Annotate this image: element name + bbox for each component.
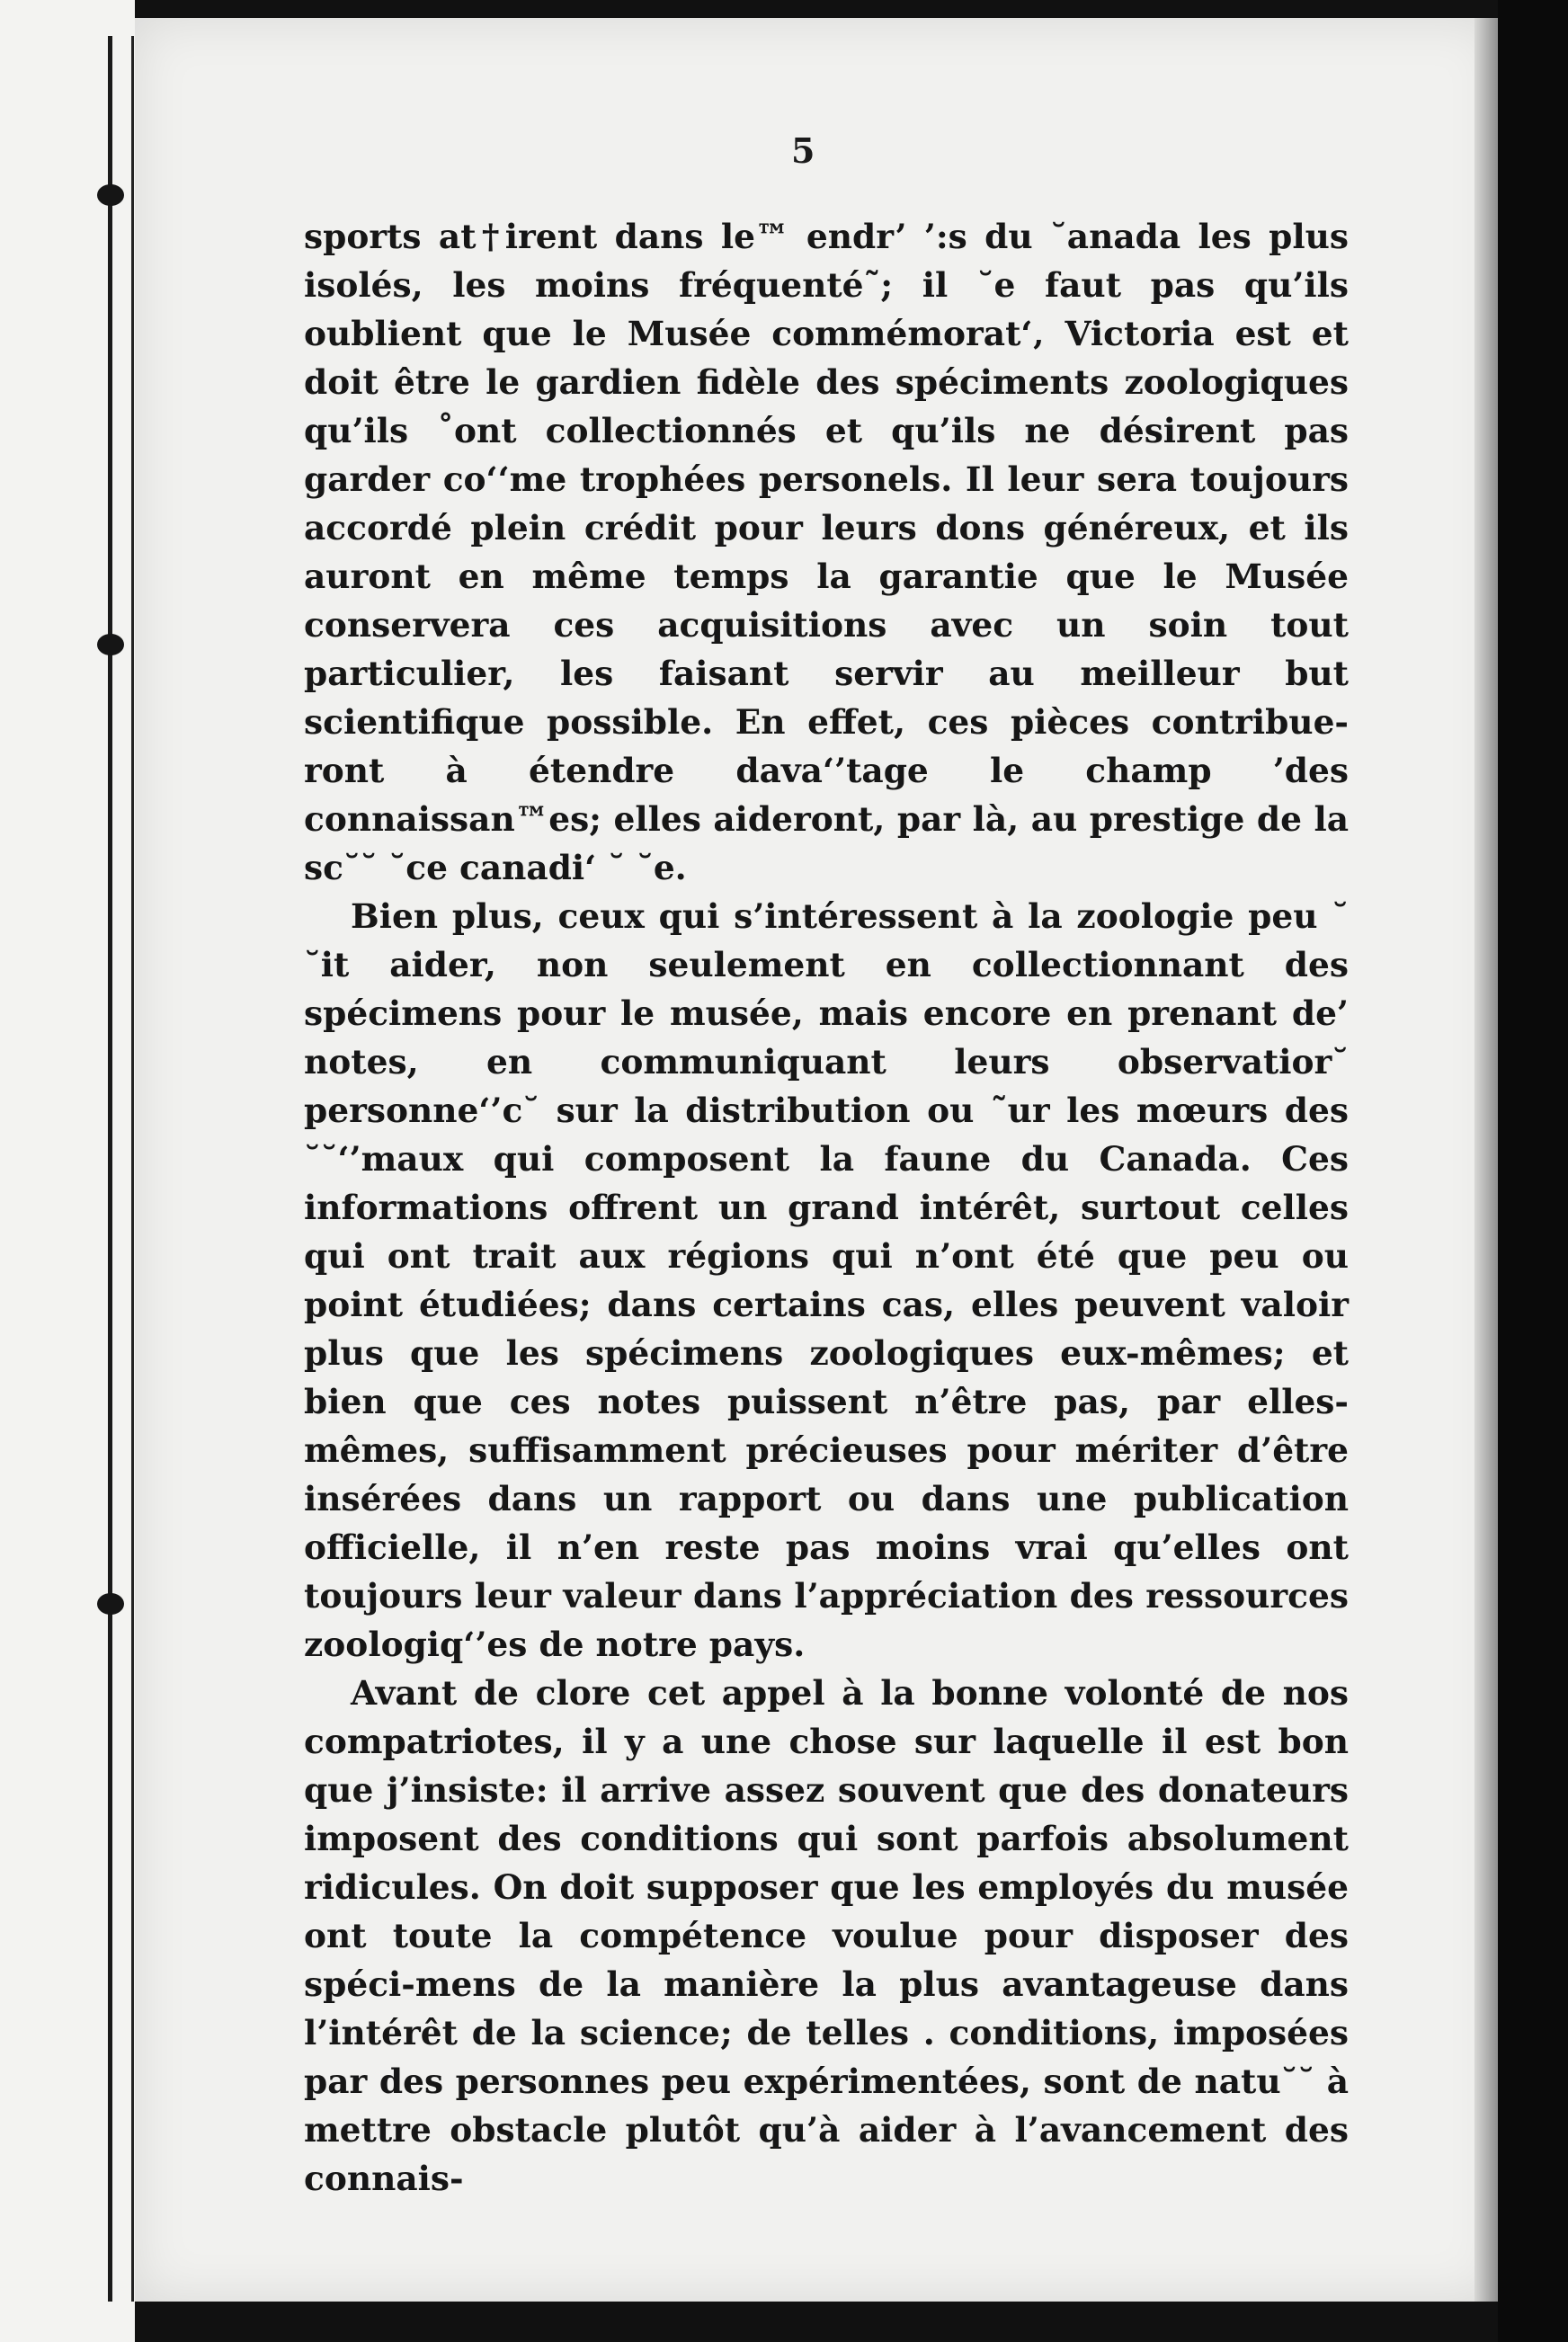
paragraph-2: Bien plus, ceux qui s’intéressent à la zoologie peu ˘ ˘it aider, non seulement en collectionnant des spécimens pour le musée, mais encore en prenant de’ notes, en communiquant leurs observatior˘ personne‘’c˘ sur la distribution ou ˜ur les mœurs des ˘˘‘’maux qui composent la faune du Canada. Ces informations offrent un grand intérêt, surtout celles qui ont trait aux régions qui n’ont été que peu ou point étudiées; dans certains cas, elles peuvent valoir plus que les spécimens zoologiques eux-mêmes; et bien que ces notes puissent n’être pas, par elles-mêmes, suffisamment précieuses pour mériter d’être insérées dans un rapport ou dans une publication officielle, il n’en reste pas moins vrai qu’elles ont toujours leur valeur dans l’appréciation des ressources zoologiq‘’es de notre pays. xyxy=(304,896,1349,1664)
page-number: 5 xyxy=(791,130,815,171)
body-text xyxy=(304,212,1349,2203)
staple-mark xyxy=(97,634,124,655)
paragraph-1: sports at†irent dans le™ endr’ ’:s du ˘anada les plus isolés, les moins fréquenté˜; il ˘e faut pas qu’ils oublient que le Musée commémorat‘‚ Victoria est et doit être le gardien fidèle des spéciments zoologiques qu’ils ˚ont collectionnés et qu’ils ne désirent pas garder co‘‘me trophées personels. Il leur sera toujours accordé plein crédit pour leurs dons généreux, et ils auront en même temps la garantie que le Musée conservera ces acquisitions avec un soin tout particulier, les faisant servir au meilleur but scientifique possible. En effet, ces pièces contribue-ront à étendre dava‘’tage le champ ’des connaissan™es; elles aideront, par là, au prestige de la sc˘˘ ˘ce canadi‘ ˘ ˘e. xyxy=(304,217,1349,887)
staple-mark xyxy=(97,184,124,206)
binding-line xyxy=(108,36,112,2302)
paragraph-3: Avant de clore cet appel à la bonne volonté de nos compatriotes, il y a une chose sur laquelle il est bon que j’insiste: il arrive assez souvent que des donateurs imposent des conditions qui sont parfois absolument ridicules. On doit supposer que les employés du musée ont toute la compétence voulue pour disposer des spéci-mens de la manière la plus avantageuse dans l’intérêt de la science; de telles . conditions, imposées par des personnes peu expérimentées, sont de natu˘˘ à mettre obstacle plutôt qu’à aider à l’avancement des connais- xyxy=(304,1673,1349,2198)
binding-margin xyxy=(0,0,135,2342)
staple-mark xyxy=(97,1593,124,1615)
page-edge-line xyxy=(131,36,134,2302)
scan-right-edge xyxy=(1498,0,1568,2342)
page-right-shadow xyxy=(1474,18,1500,2302)
